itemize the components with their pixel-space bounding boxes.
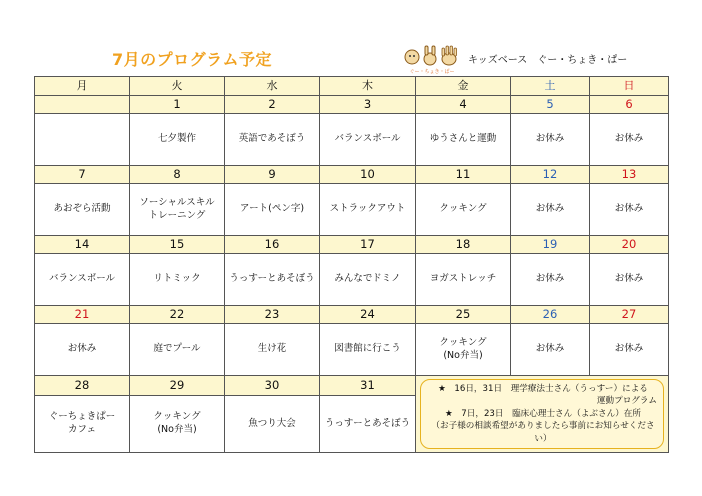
activity-cell: あおぞら活動 xyxy=(35,184,130,236)
date-cell: 13 xyxy=(590,166,669,184)
notes-cell xyxy=(416,376,669,453)
scissors-hand-icon xyxy=(424,46,436,65)
activity-cell: お休み xyxy=(35,324,130,376)
date-row xyxy=(35,376,669,396)
date-cell: 18 xyxy=(416,236,511,254)
note-line: ★ 16日，31日 理学療法士さん（うっすー）による xyxy=(438,384,648,394)
date-cell: 23 xyxy=(225,306,320,324)
weekday-fri: 金 xyxy=(416,77,511,96)
date-row xyxy=(35,306,669,324)
weekday-header-row xyxy=(35,77,669,96)
activity-cell: みんなでドミノ xyxy=(320,254,416,306)
activity-row xyxy=(35,184,669,236)
weekday-mon: 月 xyxy=(35,77,130,96)
activity-cell: 生け花 xyxy=(225,324,320,376)
date-cell: 17 xyxy=(320,236,416,254)
date-cell: 25 xyxy=(416,306,511,324)
activity-cell: バランスボール xyxy=(35,254,130,306)
activity-cell xyxy=(35,114,130,166)
activity-cell: 図書館に行こう xyxy=(320,324,416,376)
date-row xyxy=(35,166,669,184)
activity-cell: ゆうさんと運動 xyxy=(416,114,511,166)
rock-hand-icon xyxy=(405,50,419,64)
activity-cell: お休み xyxy=(511,324,590,376)
date-row xyxy=(35,96,669,114)
activity-cell: バランスボール xyxy=(320,114,416,166)
weekday-tue: 火 xyxy=(130,77,225,96)
date-cell: 19 xyxy=(511,236,590,254)
activity-cell: クッキング (No弁当) xyxy=(416,324,511,376)
date-cell: 22 xyxy=(130,306,225,324)
note-line: （お子様の相談希望がありましたら事前にお知らせください） xyxy=(431,421,655,444)
date-cell: 14 xyxy=(35,236,130,254)
date-cell: 15 xyxy=(130,236,225,254)
activity-cell: リトミック xyxy=(130,254,225,306)
note-line: 運動プログラム xyxy=(596,396,657,407)
activity-row xyxy=(35,254,669,306)
activity-cell: ぐーちょきぱー カフェ xyxy=(35,395,130,452)
logo-text: ぐー・ちょき・ぱー xyxy=(409,69,455,74)
activity-cell: お休み xyxy=(590,114,669,166)
weekday-sun: 日 xyxy=(590,77,669,96)
activity-cell: お休み xyxy=(511,184,590,236)
date-cell: 6 xyxy=(590,96,669,114)
paper-hand-icon xyxy=(442,46,457,65)
date-cell: 30 xyxy=(225,376,320,396)
date-cell: 28 xyxy=(35,376,130,396)
date-cell: 7 xyxy=(35,166,130,184)
logo xyxy=(402,44,462,74)
activity-cell: 魚つり大会 xyxy=(225,395,320,452)
date-cell: 3 xyxy=(320,96,416,114)
calendar-table xyxy=(34,76,669,453)
note-line: ★ 7日，23日 臨床心理士さん（よぶさん）在所 xyxy=(445,408,641,419)
activity-cell: 英語であそぼう xyxy=(225,114,320,166)
activity-cell: アート(ペン字) xyxy=(225,184,320,236)
date-row xyxy=(35,236,669,254)
activity-cell: 庭でプール xyxy=(130,324,225,376)
activity-cell: お休み xyxy=(590,324,669,376)
activity-cell: お休み xyxy=(511,114,590,166)
date-cell: 9 xyxy=(225,166,320,184)
date-cell: 10 xyxy=(320,166,416,184)
date-cell: 16 xyxy=(225,236,320,254)
weekday-sat: 土 xyxy=(511,77,590,96)
date-cell: 11 xyxy=(416,166,511,184)
date-cell: 2 xyxy=(225,96,320,114)
notes-box xyxy=(420,379,664,449)
activity-row xyxy=(35,324,669,376)
date-cell: 12 xyxy=(511,166,590,184)
date-cell: 27 xyxy=(590,306,669,324)
activity-cell: クッキング xyxy=(416,184,511,236)
organization-name: キッズベース ぐー・ちょき・ぱー xyxy=(468,55,628,66)
date-cell: 4 xyxy=(416,96,511,114)
activity-cell: 七夕製作 xyxy=(130,114,225,166)
activity-cell: ストラックアウト xyxy=(320,184,416,236)
activity-cell: お休み xyxy=(590,254,669,306)
date-cell: 20 xyxy=(590,236,669,254)
date-cell: 31 xyxy=(320,376,416,396)
activity-cell: うっすーとあそぼう xyxy=(320,395,416,452)
activity-row xyxy=(35,114,669,166)
date-cell xyxy=(35,96,130,114)
activity-cell: お休み xyxy=(590,184,669,236)
date-cell: 8 xyxy=(130,166,225,184)
activity-cell: お休み xyxy=(511,254,590,306)
date-cell: 26 xyxy=(511,306,590,324)
weekday-wed: 水 xyxy=(225,77,320,96)
date-cell: 21 xyxy=(35,306,130,324)
activity-cell: うっすーとあそぼう xyxy=(225,254,320,306)
activity-cell: ヨガストレッチ xyxy=(416,254,511,306)
date-cell: 1 xyxy=(130,96,225,114)
activity-cell: ソーシャルスキル トレーニング xyxy=(130,184,225,236)
weekday-thu: 木 xyxy=(320,77,416,96)
page-title: 7月のプログラム予定 xyxy=(112,50,272,69)
date-cell: 29 xyxy=(130,376,225,396)
activity-cell: クッキング (No弁当) xyxy=(130,395,225,452)
date-cell: 24 xyxy=(320,306,416,324)
date-cell: 5 xyxy=(511,96,590,114)
